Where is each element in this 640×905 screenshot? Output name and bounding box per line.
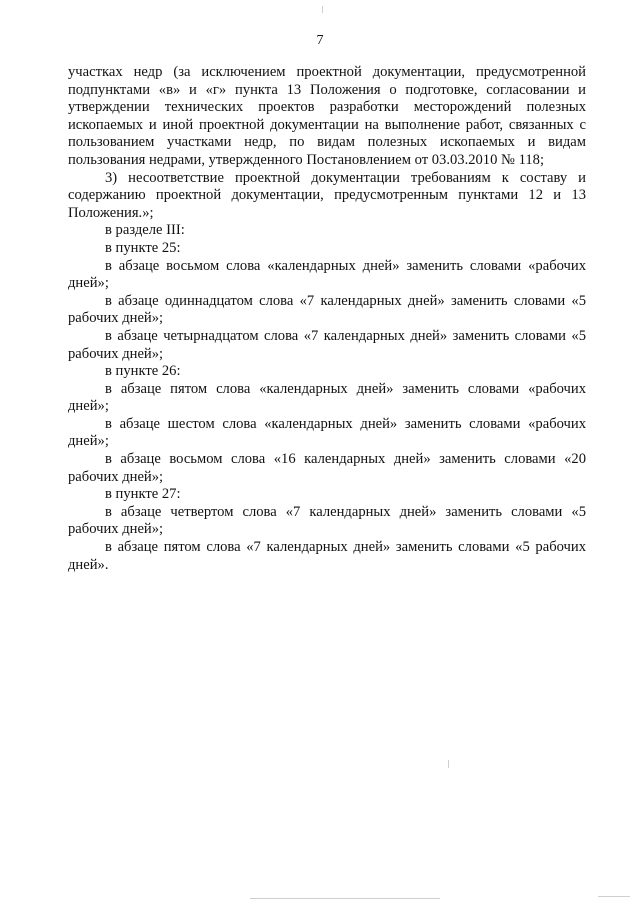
paragraph: в абзаце четырнадцатом слова «7 календарных дней» заменить словами «5 рабочих дней»; — [68, 327, 586, 362]
paragraph: в абзаце четвертом слова «7 календарных дней» заменить словами «5 рабочих дней»; — [68, 503, 586, 538]
paragraph: в абзаце шестом слова «календарных дней» заменить словами «рабочих дней»; — [68, 415, 586, 450]
paragraph: в абзаце пятом слова «календарных дней» заменить словами «рабочих дней»; — [68, 380, 586, 415]
paragraph: в абзаце одиннадцатом слова «7 календарных дней» заменить словами «5 рабочих дней»; — [68, 292, 586, 327]
scan-mark — [598, 896, 630, 897]
paragraph: участках недр (за исключением проектной документации, предусмотренной подпунктами «в» и «г» пункта 13 Положения о подготовке, согласовании и утверждении технических проектов разработки месторождений полезных ископаемых и иной проектной документации на выполнение работ, связанных с пользованием участками недр, по видам полезных ископаемых и видам пользования недрами, утвержденного Постановлением от 03.03.2010 № 118; — [68, 64, 586, 168]
page-number: 7 — [316, 33, 324, 48]
paragraph: в пункте 26: — [105, 363, 181, 380]
paragraph: в разделе III: — [105, 222, 185, 239]
document-body — [68, 64, 586, 574]
paragraph: в абзаце восьмом слова «календарных дней» заменить словами «рабочих дней»; — [68, 257, 586, 292]
scan-mark — [322, 6, 323, 13]
paragraph: в абзаце пятом слова «7 календарных дней» заменить словами «5 рабочих дней». — [68, 539, 586, 573]
scan-mark — [250, 898, 440, 899]
paragraph: в абзаце восьмом слова «16 календарных дней» заменить словами «20 рабочих дней»; — [68, 451, 586, 485]
paragraph: в пункте 25: — [105, 239, 181, 256]
paragraph: в пункте 27: — [105, 486, 181, 503]
scan-mark — [448, 760, 449, 768]
paragraph: 3) несоответствие проектной документации требованиям к составу и содержанию проектной документации, предусмотренным пунктами 12 и 13 Положения.»; — [68, 169, 586, 221]
